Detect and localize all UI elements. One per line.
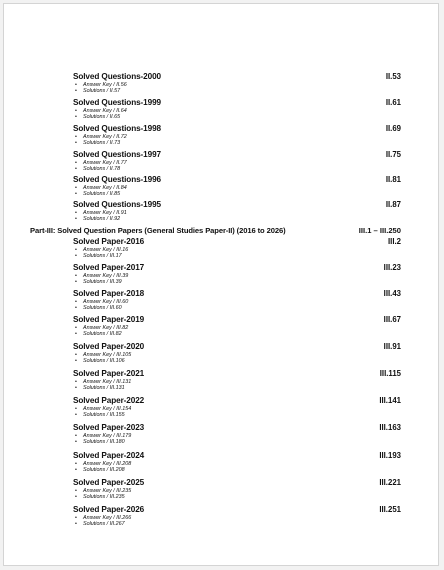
entry-title: Solved Questions-1999 [73,98,161,107]
entry-title: Solved Questions-1997 [73,150,161,159]
solutions-text: Solutions / III.267 [83,521,125,528]
solutions-text: Solutions / II.85 [83,191,121,198]
entry-title: Solved Paper-2024 [73,451,145,460]
answer-key-text: Answer Key / III.39 [83,272,129,279]
answer-key-text: Answer Key / III.60 [83,298,129,305]
entry-title: Solved Paper-2023 [73,423,145,432]
entry-title: Solved Questions-1998 [73,124,161,133]
entry-page-number: II.75 [385,150,401,159]
toc-entry-2026 [73,505,401,528]
answer-key-line [73,299,401,306]
solutions-text: Solutions / III.131 [83,385,125,392]
solutions-text: Solutions / III.39 [83,279,122,286]
bullet-icon: • [75,107,77,114]
bullet-icon: • [75,324,77,331]
bullet-icon: • [75,412,77,419]
bullet-icon: • [75,439,77,446]
answer-key-line [73,108,401,115]
entry-page-number: II.53 [385,72,401,81]
solutions-text: Solutions / III.208 [83,467,125,474]
answer-key-line [73,379,401,386]
bullet-icon: • [75,331,77,338]
solutions-line [73,253,401,260]
entry-title: Solved Questions-2000 [73,72,161,81]
solutions-text: Solutions / II.92 [83,216,121,223]
answer-key-text: Answer Key / III.131 [83,378,132,385]
entry-title: Solved Paper-2019 [73,315,145,324]
bullet-icon: • [75,358,77,365]
answer-key-text: Answer Key / II.77 [83,159,127,166]
table-of-contents [4,4,438,565]
solutions-line [73,412,401,419]
bullet-icon: • [75,460,77,467]
entry-title: Solved Paper-2018 [73,289,145,298]
entry-page-number: II.81 [385,175,401,184]
answer-key-text: Answer Key / II.56 [83,81,127,88]
toc-entry-2000 [73,72,401,95]
entry-page-number: II.61 [385,98,401,107]
answer-key-line [73,433,401,440]
entry-page-number: II.87 [385,200,401,209]
answer-key-text: Answer Key / III.208 [83,460,132,467]
answer-key-line [73,134,401,141]
solutions-line [73,358,401,365]
part-iii-heading [30,226,401,236]
toc-entry-2016 [73,237,401,260]
entry-page-number: III.193 [379,451,401,460]
toc-entry-2023 [73,423,401,446]
entry-page-number: III.115 [379,369,401,378]
toc-entry-2022 [73,396,401,419]
bullet-icon: • [75,246,77,253]
toc-entry-1996 [73,175,401,198]
entry-title: Solved Paper-2022 [73,396,145,405]
solutions-line [73,331,401,338]
answer-key-line [73,406,401,413]
bullet-icon: • [75,88,77,95]
solutions-text: Solutions / III.82 [83,331,122,338]
bullet-icon: • [75,298,77,305]
entry-title: Solved Questions-1996 [73,175,161,184]
toc-entry-1997 [73,150,401,173]
solutions-text: Solutions / II.65 [83,114,121,121]
solutions-line [73,114,401,121]
answer-key-text: Answer Key / III.235 [83,487,132,494]
toc-entry-2019 [73,315,401,338]
answer-key-text: Answer Key / III.82 [83,324,129,331]
bullet-icon: • [75,140,77,147]
answer-key-line [73,352,401,359]
answer-key-text: Answer Key / II.91 [83,209,127,216]
toc-entry-2020 [73,342,401,365]
bullet-icon: • [75,514,77,521]
part-title: Part-III: Solved Question Papers (General Studies Paper-II) (2016 to 2026) [30,226,286,235]
entry-title: Solved Paper-2017 [73,263,145,272]
answer-key-line [73,461,401,468]
toc-entry-2018 [73,289,401,312]
bullet-icon: • [75,253,77,260]
solutions-line [73,521,401,528]
answer-key-line [73,488,401,495]
answer-key-line [73,160,401,167]
bullet-icon: • [75,405,77,412]
bullet-icon: • [75,385,77,392]
solutions-line [73,305,401,312]
bullet-icon: • [75,81,77,88]
solutions-text: Solutions / III.17 [83,253,122,260]
bullet-icon: • [75,378,77,385]
answer-key-line [73,325,401,332]
answer-key-text: Answer Key / II.84 [83,184,127,191]
bullet-icon: • [75,305,77,312]
bullet-icon: • [75,272,77,279]
entry-page-number: III.23 [383,263,401,272]
entry-title: Solved Paper-2026 [73,505,145,514]
entry-page-number: III.2 [387,237,401,246]
answer-key-text: Answer Key / III.16 [83,246,129,253]
entry-page-number: III.91 [383,342,401,351]
answer-key-line [73,515,401,522]
bullet-icon: • [75,216,77,223]
solutions-line [73,467,401,474]
solutions-line [73,88,401,95]
toc-entry-1995 [73,200,401,223]
answer-key-text: Answer Key / II.64 [83,107,127,114]
entry-title: Solved Paper-2021 [73,369,145,378]
answer-key-text: Answer Key / III.154 [83,405,132,412]
answer-key-line [73,210,401,217]
bullet-icon: • [75,467,77,474]
entry-page-number: III.141 [379,396,401,405]
bullet-icon: • [75,166,77,173]
bullet-icon: • [75,209,77,216]
solutions-line [73,279,401,286]
toc-entry-2024 [73,451,401,474]
solutions-line [73,439,401,446]
solutions-line [73,191,401,198]
entry-page-number: III.43 [383,289,401,298]
entry-title: Solved Questions-1995 [73,200,161,209]
document-page [3,3,439,566]
bullet-icon: • [75,494,77,501]
solutions-text: Solutions / II.78 [83,166,121,173]
toc-entry-2017 [73,263,401,286]
solutions-text: Solutions / II.57 [83,88,121,95]
bullet-icon: • [75,521,77,528]
answer-key-text: Answer Key / III.105 [83,351,132,358]
entry-page-number: III.251 [379,505,401,514]
entry-page-number: III.221 [379,478,401,487]
solutions-line [73,140,401,147]
toc-entry-2021 [73,369,401,392]
bullet-icon: • [75,184,77,191]
solutions-line [73,166,401,173]
entry-title: Solved Paper-2016 [73,237,145,246]
answer-key-line [73,247,401,254]
solutions-text: Solutions / III.60 [83,305,122,312]
bullet-icon: • [75,351,77,358]
answer-key-text: Answer Key / II.72 [83,133,127,140]
toc-entry-2025 [73,478,401,501]
solutions-text: Solutions / III.106 [83,358,125,365]
bullet-icon: • [75,159,77,166]
bullet-icon: • [75,279,77,286]
entry-title: Solved Paper-2020 [73,342,145,351]
entry-page-number: III.67 [383,315,401,324]
solutions-line [73,385,401,392]
solutions-text: Solutions / III.180 [83,439,125,446]
entry-page-number: II.69 [385,124,401,133]
bullet-icon: • [75,487,77,494]
entry-page-number: III.163 [379,423,401,432]
answer-key-text: Answer Key / III.266 [83,514,132,521]
answer-key-text: Answer Key / III.179 [83,432,132,439]
solutions-text: Solutions / III.235 [83,494,125,501]
answer-key-line [73,185,401,192]
toc-entry-1999 [73,98,401,121]
answer-key-line [73,273,401,280]
bullet-icon: • [75,191,77,198]
answer-key-line [73,82,401,89]
bullet-icon: • [75,432,77,439]
solutions-line [73,494,401,501]
part-page-range: III.1 – III.250 [358,226,401,235]
bullet-icon: • [75,114,77,121]
toc-entry-1998 [73,124,401,147]
solutions-line [73,216,401,223]
solutions-text: Solutions / III.155 [83,412,125,419]
solutions-text: Solutions / II.73 [83,140,121,147]
bullet-icon: • [75,133,77,140]
entry-title: Solved Paper-2025 [73,478,145,487]
